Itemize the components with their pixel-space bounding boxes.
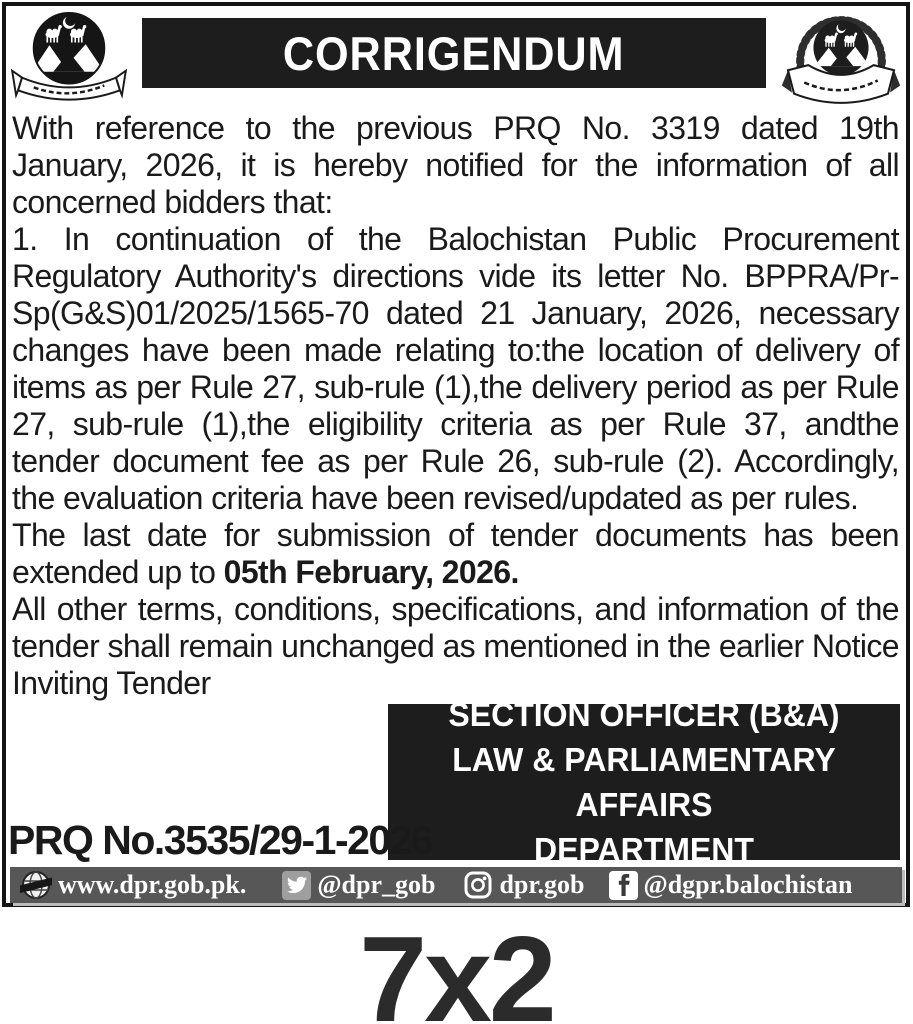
ad-size-marker: 7x2 bbox=[359, 911, 554, 1024]
corrigendum-advertisement bbox=[2, 2, 910, 907]
body-paragraph-2: 1. In continuation of the Balochistan Public Procurement Regulatory Authority's directions vide its letter No. BPPRA/Pr-Sp(G&S)01/2025/1565-70 dated 21 January, 2026, necessary changes have been made relating to:the location of delivery of items as per Rule 27, sub-rule (1),the delivery period as per Rule 27, sub-rule (1),the eligibility criteria as per Rule 37, andthe tender document fee as per Rule 26, sub-rule (2). Accordingly, the evaluation criteria have been revised/updated as per rules. bbox=[12, 221, 899, 516]
body-paragraph-1: With reference to the previous PRQ No. 3319 dated 19th January, 2026, it is hereby notified for the information of all concerned bidders that: bbox=[12, 110, 899, 220]
body-paragraph-3 bbox=[12, 517, 899, 591]
instagram-handle: dpr.gob bbox=[499, 870, 585, 899]
twitter-icon bbox=[282, 871, 311, 900]
signature-line-3: DEPARTMENT bbox=[534, 831, 754, 868]
ad-title-banner bbox=[142, 18, 766, 88]
prq-reference-number: PRQ No.3535/29-1-2026 bbox=[8, 817, 433, 863]
ad-bottom-row bbox=[6, 696, 906, 868]
ad-header bbox=[6, 6, 906, 108]
deadline-text: The last date for submission of tender documents has been extended up to bbox=[12, 517, 899, 590]
website-url: www.dpr.gob.pk. bbox=[58, 870, 247, 899]
signature-line-2: LAW & PARLIAMENTARY AFFAIRS bbox=[452, 741, 836, 823]
facebook-icon bbox=[609, 871, 638, 900]
signature-block bbox=[388, 696, 900, 868]
ad-title: CORRIGENDUM bbox=[283, 26, 625, 80]
facebook-handle: @dgpr.balochistan bbox=[643, 870, 853, 899]
twitter-handle: @dpr_gob bbox=[317, 870, 436, 899]
instagram-icon bbox=[463, 870, 493, 900]
body-paragraph-4: All other terms, conditions, specifications, and information of the tender shall remain unchanged as mentioned in the earlier Notice Inviting Tender bbox=[12, 591, 899, 701]
ad-body bbox=[6, 108, 906, 702]
balochistan-government-emblem-icon bbox=[9, 9, 129, 107]
dgpr-balochistan-emblem-icon bbox=[777, 7, 905, 109]
signature-line-1: SECTION OFFICER (B&A) bbox=[448, 696, 840, 733]
globe-icon bbox=[20, 869, 52, 901]
deadline-date: 05th February, 2026. bbox=[223, 554, 519, 590]
contact-footer-bar bbox=[10, 867, 902, 903]
